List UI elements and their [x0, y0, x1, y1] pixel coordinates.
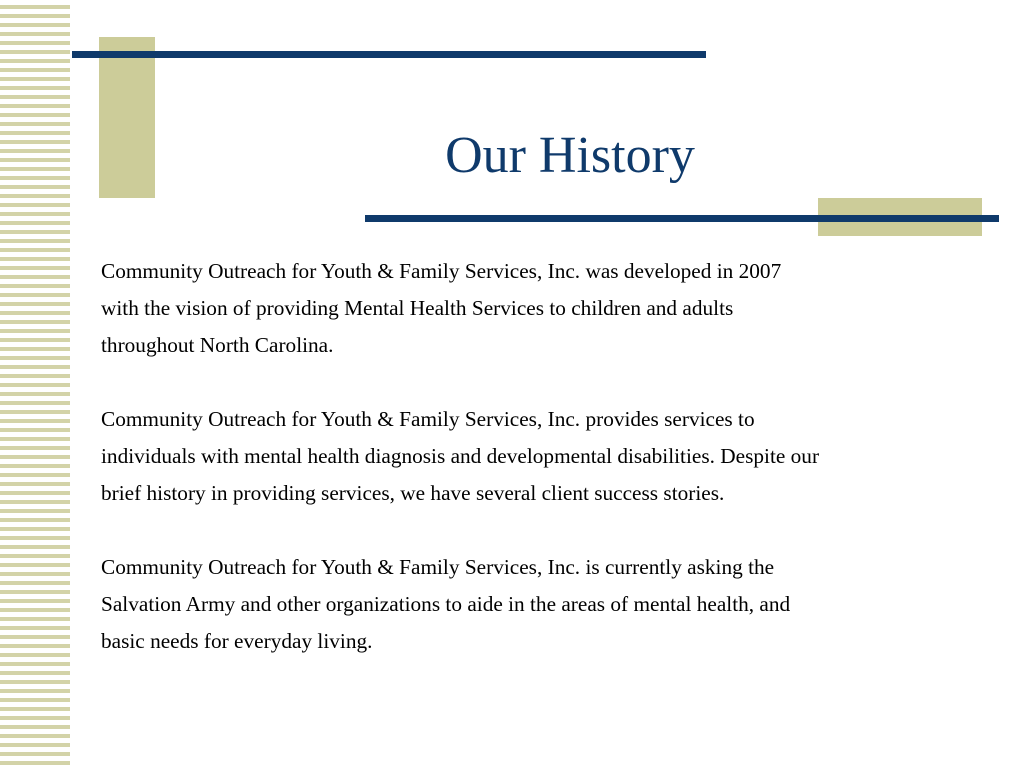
- bottom-rule: [365, 215, 999, 222]
- paragraph-founding: Community Outreach for Youth & Family Services, Inc. was developed in 2007 with the vision of providing Mental Health Services to children and adults throughout North Carolina.: [101, 259, 782, 357]
- accent-block-top: [99, 37, 155, 198]
- top-rule: [72, 51, 706, 58]
- paragraph-request: Community Outreach for Youth & Family Services, Inc. is currently asking the Salvation Army and other organizations to aide in the areas of mental health, and basic needs for everyday living.: [101, 555, 791, 653]
- left-stripe-pattern: [0, 0, 72, 768]
- paragraph-services: Community Outreach for Youth & Family Services, Inc. provides services to individuals with mental health diagnosis and developmental disabilities. Despite our brief history in providing services, we have several client success stories.: [101, 407, 820, 505]
- slide-body: [101, 253, 981, 697]
- slide-title: Our History: [445, 127, 695, 184]
